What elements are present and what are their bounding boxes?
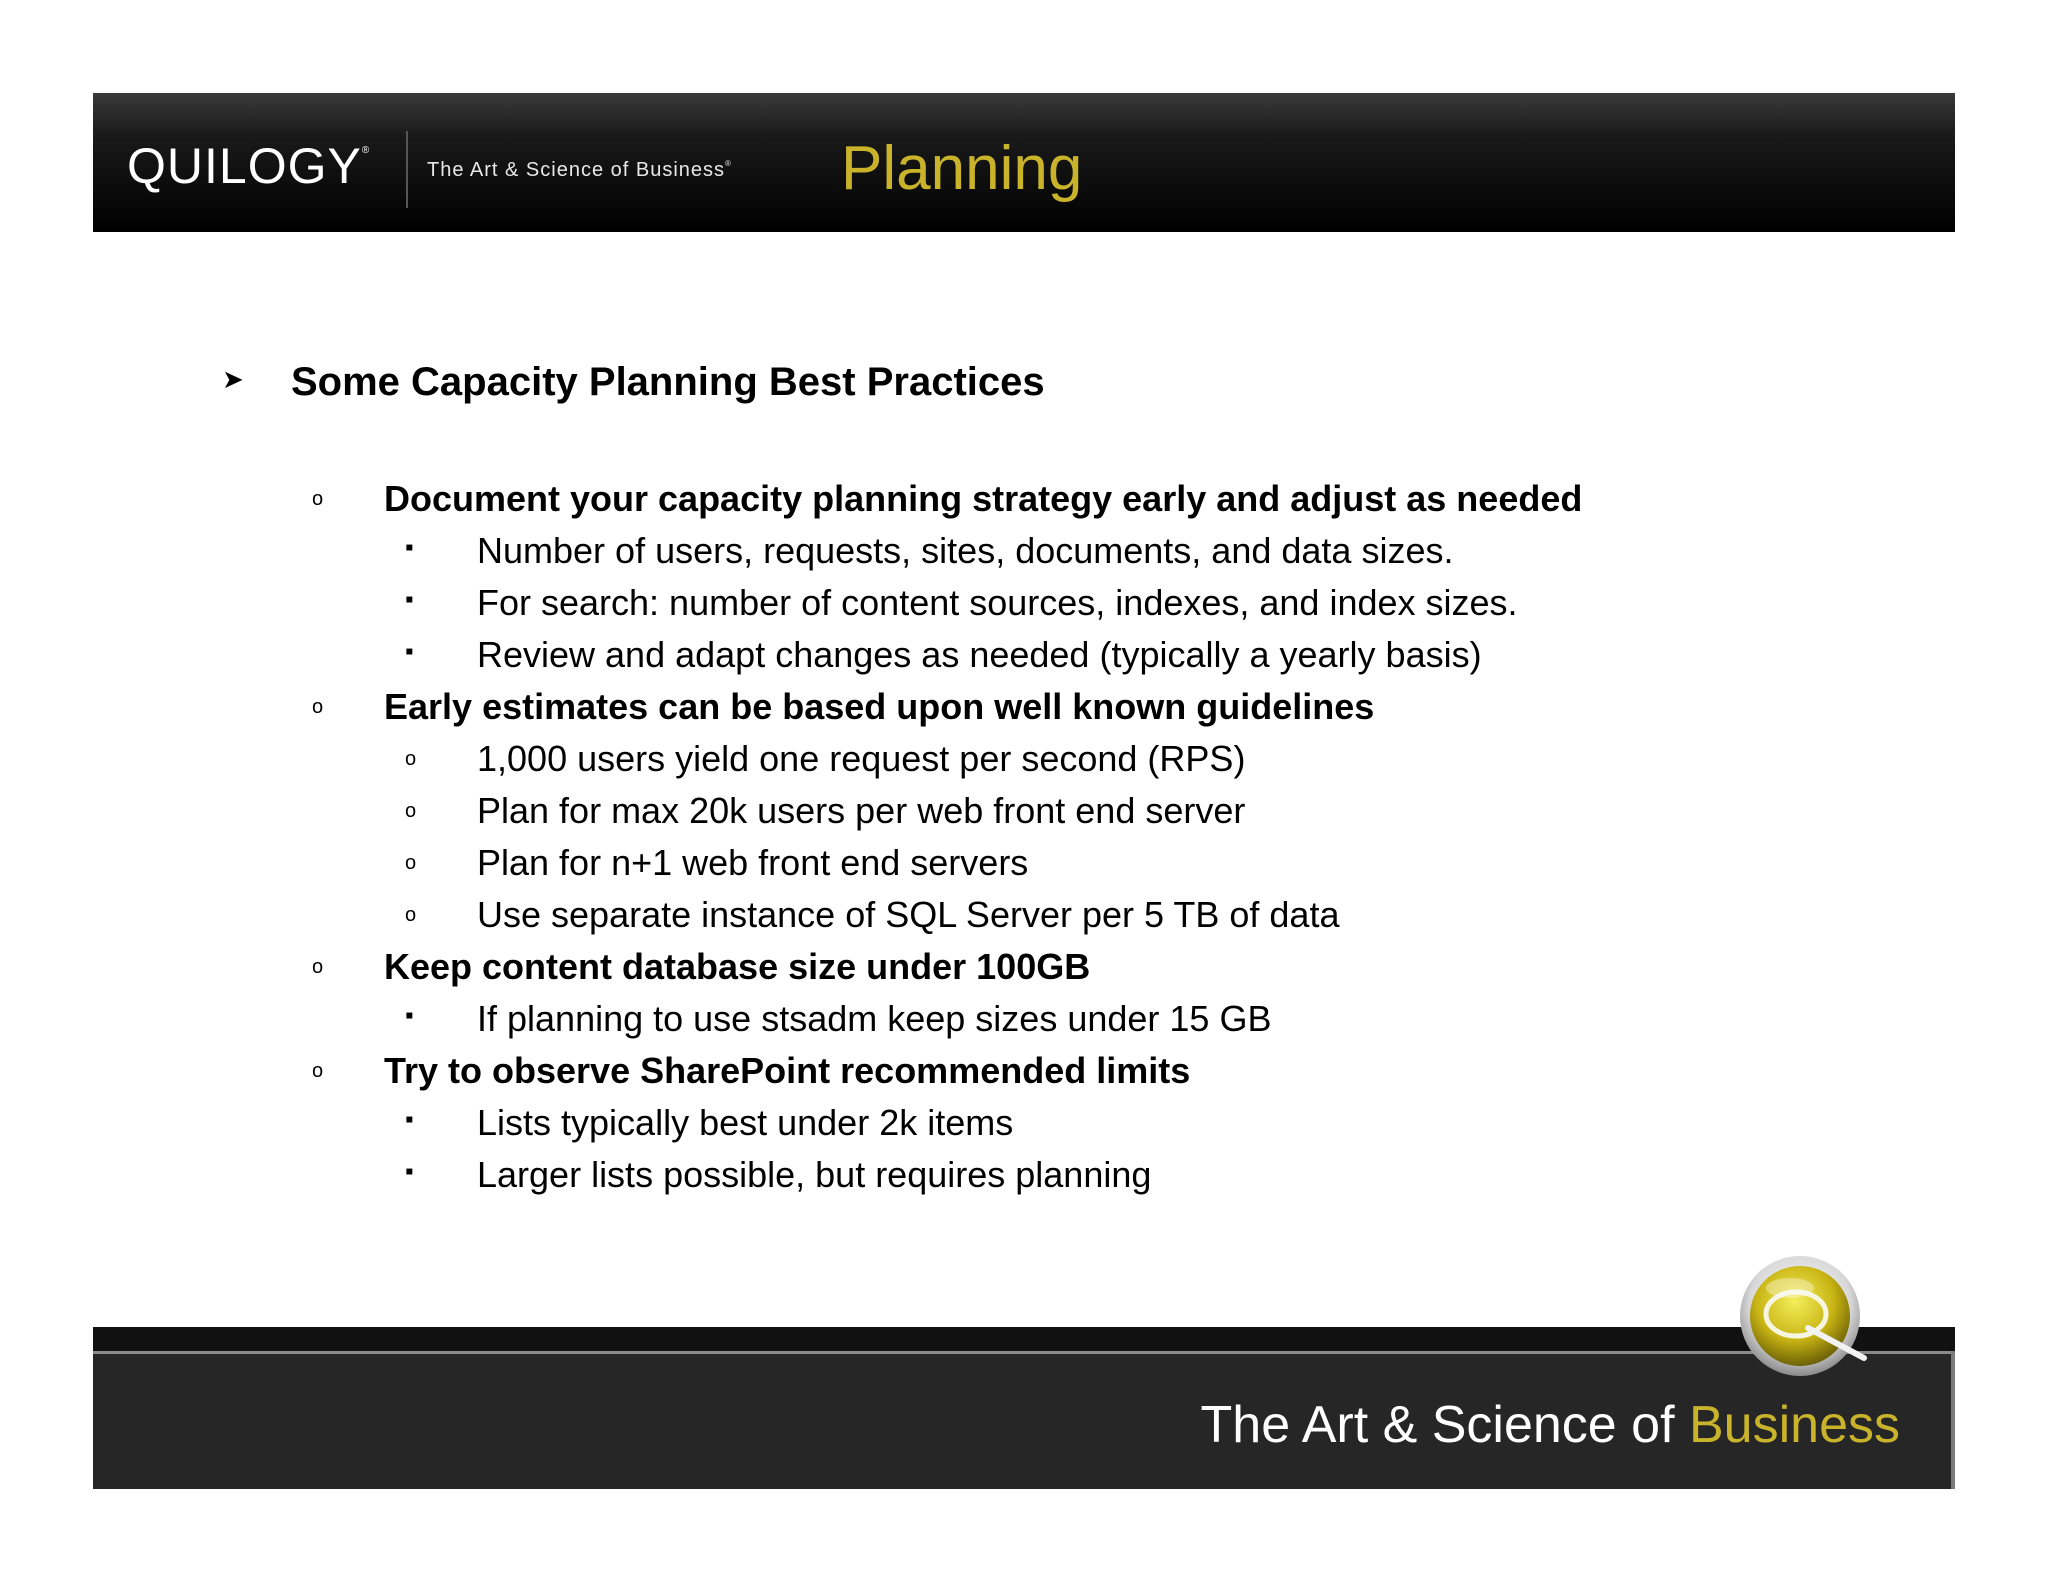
bullet-text: Lists typically best under 2k items [477, 1102, 1014, 1143]
bullet-text: Document your capacity planning strategy early and adjust as needed [384, 478, 1583, 519]
arrowhead-bullet-icon: ➤ [222, 364, 244, 394]
hollow-circle-bullet-icon: o [405, 852, 417, 874]
bullet-text: Use separate instance of SQL Server per 5 TB of data [477, 894, 1340, 935]
hollow-circle-bullet-icon: o [312, 1060, 324, 1082]
footer-topline [93, 1327, 1955, 1351]
bullet-text: 1,000 users yield one request per second (RPS) [477, 738, 1246, 779]
bullet-text: Review and adapt changes as needed (typically a yearly basis) [477, 634, 1482, 675]
square-bullet-icon: ▪ [405, 586, 414, 613]
bullet-text: Keep content database size under 100GB [384, 946, 1091, 987]
hollow-circle-bullet-icon: o [312, 956, 324, 978]
footer-band [93, 1327, 1955, 1489]
bullet-text: Plan for max 20k users per web front end server [477, 790, 1246, 831]
bullet-text: For search: number of content sources, indexes, and index sizes. [477, 582, 1518, 623]
bullet-text: Larger lists possible, but requires planning [477, 1154, 1152, 1195]
square-bullet-icon: ▪ [405, 1002, 414, 1029]
square-bullet-icon: ▪ [405, 1158, 414, 1185]
bullet-text: Number of users, requests, sites, documents, and data sizes. [477, 530, 1454, 571]
footer-tagline: The Art & Science of Business [1200, 1396, 1900, 1454]
quilogy-logo: QUILOGY® [127, 138, 371, 194]
bullet-text: If planning to use stsadm keep sizes under 15 GB [477, 998, 1272, 1039]
square-bullet-icon: ▪ [405, 534, 414, 561]
hollow-circle-bullet-icon: o [312, 696, 324, 718]
hollow-circle-bullet-icon: o [405, 904, 417, 926]
hollow-circle-bullet-icon: o [312, 488, 324, 510]
q-logo-badge-icon [1738, 1254, 1868, 1384]
square-bullet-icon: ▪ [405, 1106, 414, 1133]
slide-title: Planning [841, 134, 1083, 203]
square-bullet-icon: ▪ [405, 638, 414, 665]
bullet-text: Plan for n+1 web front end servers [477, 842, 1029, 883]
header-tagline: The Art & Science of Business® [427, 159, 732, 181]
hollow-circle-bullet-icon: o [405, 748, 417, 770]
bullet-text: Early estimates can be based upon well known guidelines [384, 686, 1375, 727]
hollow-circle-bullet-icon: o [405, 800, 417, 822]
footer-edge [1951, 1351, 1955, 1489]
bullet-text: Try to observe SharePoint recommended limits [384, 1050, 1191, 1091]
footer-rule [93, 1351, 1951, 1354]
heading-text: Some Capacity Planning Best Practices [291, 360, 1045, 404]
